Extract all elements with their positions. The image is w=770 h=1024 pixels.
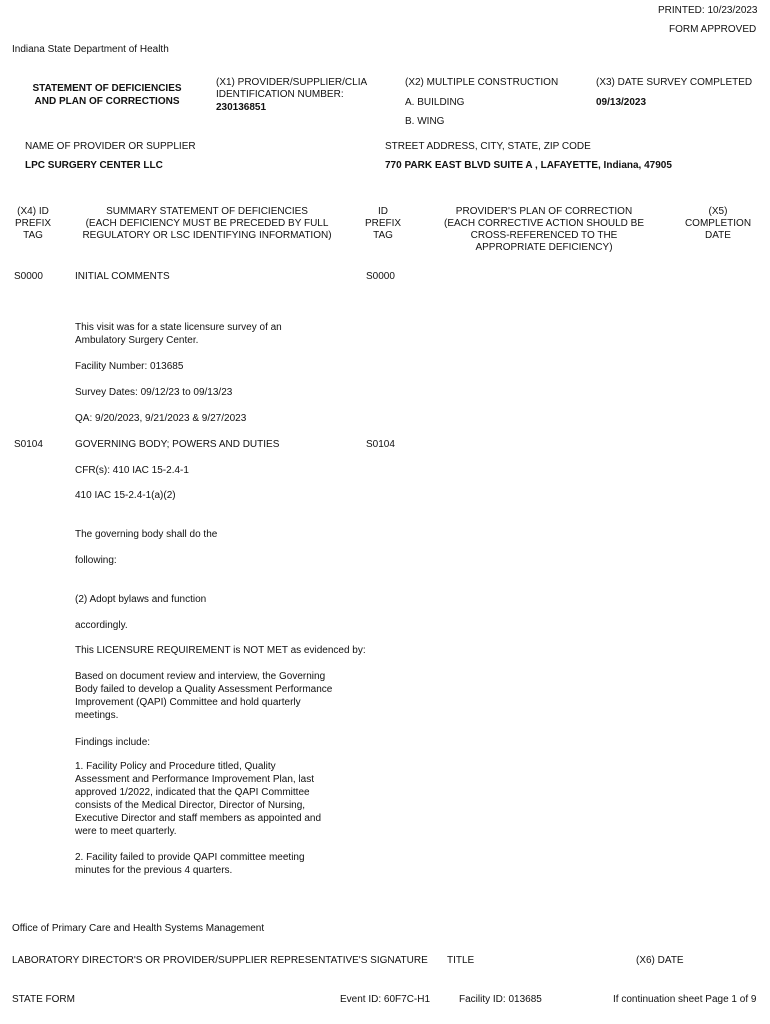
form-title-line1: STATEMENT OF DEFICIENCIES	[32, 83, 182, 94]
finding1-line1: 1. Facility Policy and Procedure titled, Quality	[75, 761, 276, 772]
col-plan-line2: (EACH CORRECTIVE ACTION SHOULD BE	[443, 218, 645, 229]
finding1-line6: were to meet quarterly.	[75, 826, 177, 837]
col-id-line2: PREFIX	[364, 218, 402, 229]
col-plan-line4: APPROPRIATE DEFICIENCY)	[475, 242, 613, 253]
facility-number: Facility Number: 013685	[75, 361, 184, 372]
office-name: Office of Primary Care and Health Systems Management	[12, 923, 265, 934]
x2-building: A. BUILDING	[405, 97, 465, 108]
survey-dates: Survey Dates: 09/12/23 to 09/13/23	[75, 387, 233, 398]
based-line3: Improvement (QAPI) Committee and hold quarterly	[75, 697, 301, 708]
row2-id-tag: S0104	[366, 439, 395, 450]
title-label: TITLE	[447, 955, 475, 966]
event-id: Event ID: 60F7C-H1	[340, 994, 431, 1005]
agency-name: Indiana State Department of Health	[12, 44, 169, 55]
col-x5-line3: DATE	[705, 230, 731, 241]
governing-text-line1: The governing body shall do the	[75, 529, 218, 540]
form-title-line2: AND PLAN OF CORRECTIONS	[34, 96, 180, 107]
iac-reference: 410 IAC 15-2.4-1(a)(2)	[75, 490, 176, 501]
finding2-line2: minutes for the previous 4 quarters.	[75, 865, 233, 876]
col-x4-line1: (X4) ID	[17, 206, 49, 217]
x1-label-line1: (X1) PROVIDER/SUPPLIER/CLIA	[216, 77, 368, 88]
not-met-statement: This LICENSURE REQUIREMENT is NOT MET as evidenced by:	[75, 645, 366, 656]
qa-dates: QA: 9/20/2023, 9/21/2023 & 9/27/2023	[75, 413, 247, 424]
adopt-text-line2: accordingly.	[75, 620, 128, 631]
findings-include: Findings include:	[75, 737, 151, 748]
finding2-line1: 2. Facility failed to provide QAPI committee meeting	[75, 852, 305, 863]
x6-date-label: (X6) DATE	[636, 955, 684, 966]
col-summary-line3: REGULATORY OR LSC IDENTIFYING INFORMATION)	[82, 230, 332, 241]
finding1-line3: approved 1/2022, indicated that the QAPI Committee	[75, 787, 310, 798]
x1-identification-number: 230136851	[216, 102, 267, 113]
col-x5-line1: (X5)	[708, 206, 728, 217]
col-summary-line1: SUMMARY STATEMENT OF DEFICIENCIES	[106, 206, 308, 217]
body-p1-line2: Ambulatory Surgery Center.	[75, 335, 199, 346]
provider-address: 770 PARK EAST BLVD SUITE A , LAFAYETTE, Indiana, 47905	[385, 160, 672, 171]
x1-label-line2: IDENTIFICATION NUMBER:	[216, 89, 344, 100]
cfr-reference: CFR(s): 410 IAC 15-2.4-1	[75, 465, 189, 476]
col-x4-line2: PREFIX	[14, 218, 52, 229]
facility-id: Facility ID: 013685	[459, 994, 542, 1005]
printed-date: PRINTED: 10/23/2023	[658, 5, 758, 16]
provider-name-label: NAME OF PROVIDER OR SUPPLIER	[25, 141, 196, 152]
page-indicator: If continuation sheet Page 1 of 9	[613, 994, 757, 1005]
signature-label: LABORATORY DIRECTOR'S OR PROVIDER/SUPPLIER REPRESENTATIVE'S SIGNATURE	[12, 955, 428, 966]
finding1-line4: consists of the Medical Director, Director of Nursing,	[75, 800, 306, 811]
col-x5-line2: COMPLETION	[684, 218, 752, 229]
x3-survey-date: 09/13/2023	[596, 97, 647, 108]
form-approved: FORM APPROVED	[669, 24, 757, 35]
col-summary-line2: (EACH DEFICIENCY MUST BE PRECEDED BY FULL	[85, 218, 329, 229]
row1-id-tag: S0000	[366, 271, 395, 282]
row2-prefix-tag: S0104	[14, 439, 43, 450]
x3-label: (X3) DATE SURVEY COMPLETED	[596, 77, 753, 88]
adopt-text-line1: (2) Adopt bylaws and function	[75, 594, 207, 605]
row1-title: INITIAL COMMENTS	[75, 271, 170, 282]
x2-wing: B. WING	[405, 116, 445, 127]
finding1-line2: Assessment and Performance Improvement Plan, last	[75, 774, 314, 785]
body-p1-line1: This visit was for a state licensure survey of an	[75, 322, 282, 333]
row2-title: GOVERNING BODY; POWERS AND DUTIES	[75, 439, 280, 450]
col-id-line3: TAG	[373, 230, 393, 241]
state-form-label: STATE FORM	[12, 994, 75, 1005]
provider-address-label: STREET ADDRESS, CITY, STATE, ZIP CODE	[385, 141, 591, 152]
x2-label: (X2) MULTIPLE CONSTRUCTION	[405, 77, 559, 88]
based-line1: Based on document review and interview, the Governing	[75, 671, 326, 682]
col-plan-line3: CROSS-REFERENCED TO THE	[470, 230, 618, 241]
row1-prefix-tag: S0000	[14, 271, 43, 282]
based-line4: meetings.	[75, 710, 119, 721]
col-id-line1: ID	[378, 206, 388, 217]
governing-text-line2: following:	[75, 555, 117, 566]
based-line2: Body failed to develop a Quality Assessment Performance	[75, 684, 333, 695]
col-x4-line3: TAG	[23, 230, 43, 241]
provider-name: LPC SURGERY CENTER LLC	[25, 160, 163, 171]
col-plan-line1: PROVIDER'S PLAN OF CORRECTION	[455, 206, 633, 217]
finding1-line5: Executive Director and staff members as appointed and	[75, 813, 322, 824]
